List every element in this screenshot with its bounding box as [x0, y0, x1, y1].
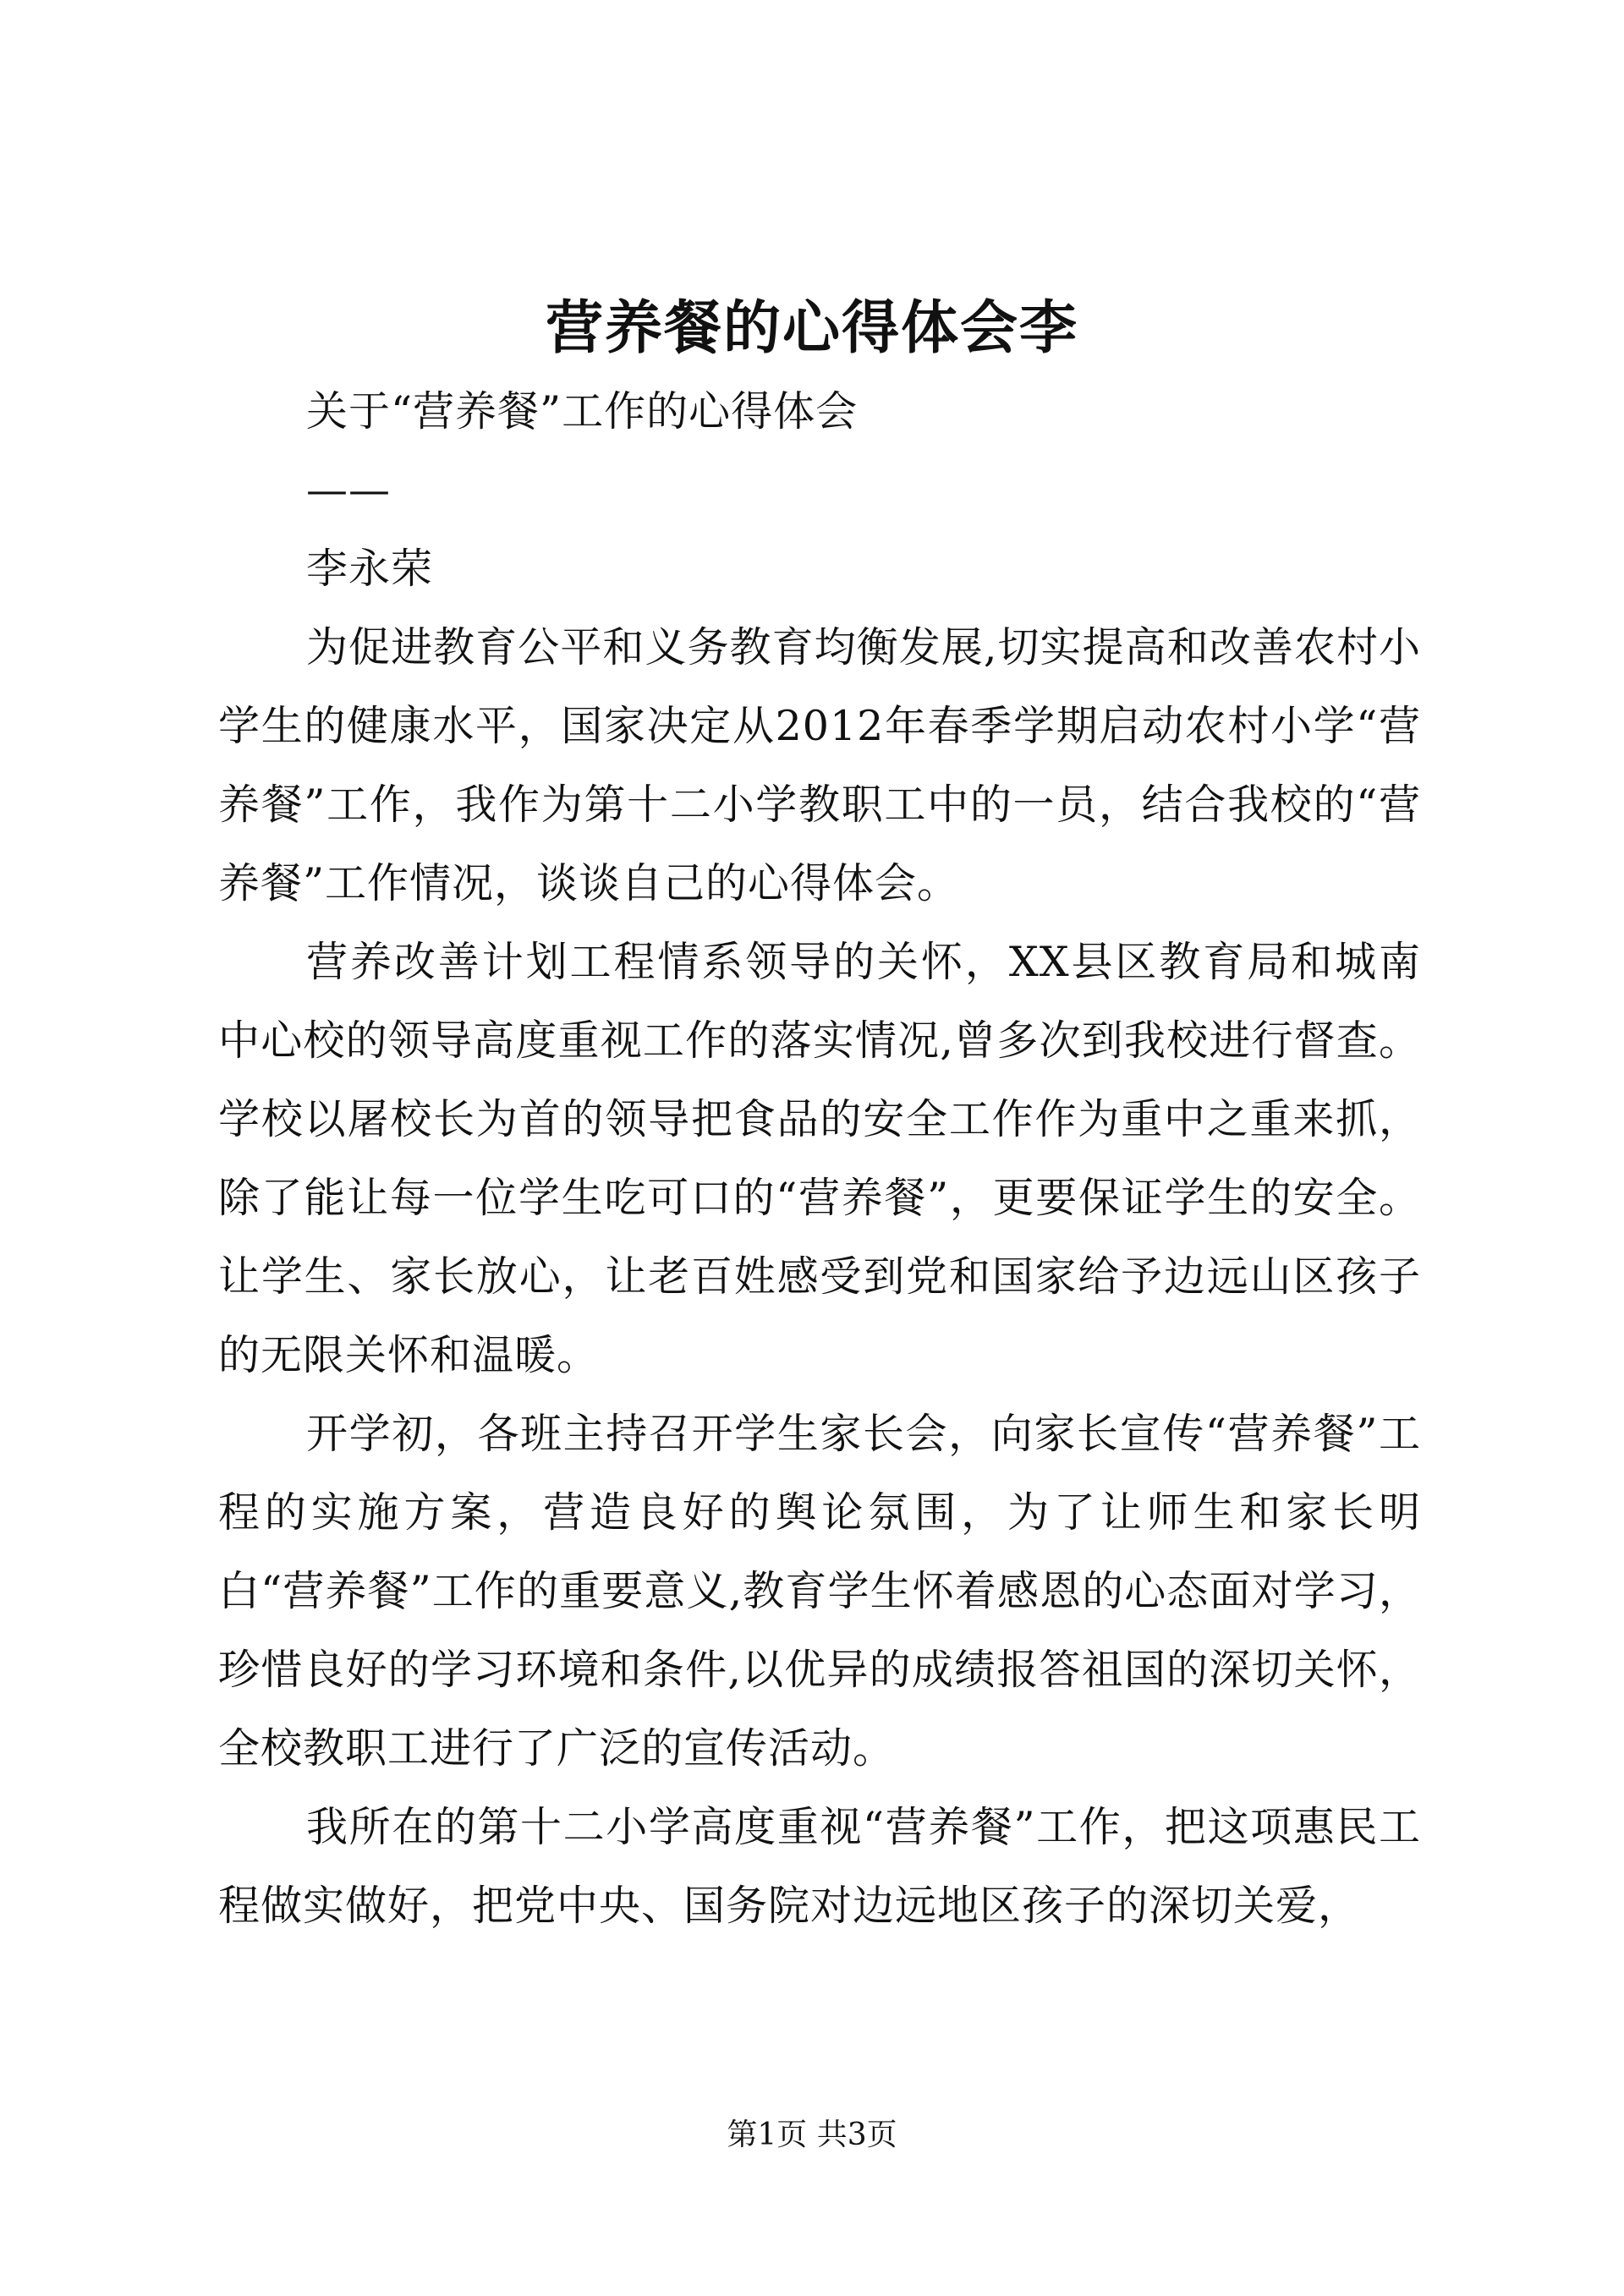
paragraph: 营养改善计划工程情系领导的关怀，XX县区教育局和城南中心校的领导高度重视工作的落实情况,曾多次到我校进行督查。学校以屠校长为首的领导把食品的安全工作作为重中之重来抓，除了能让每一位学生吃可口的“营养餐”，更要保证学生的安全。让学生、家长放心，让老百姓感受到党和国家给予边远山区孩子的无限关怀和温暖。: [218, 938, 1421, 1379]
paragraph: 开学初，各班主持召开学生家长会，向家长宣传“营养餐”工程的实施方案，营造良好的舆论氛围，为了让师生和家长明白“营养餐”工作的重要意义,教育学生怀着感恩的心态面对学习，珍惜良好的学习环境和条件,以优异的成绩报答祖国的深切关怀，全校教职工进行了广泛的宣传活动。: [218, 1410, 1421, 1773]
document-body: [218, 372, 1421, 1945]
paragraph: 为促进教育公平和义务教育均衡发展,切实提高和改善农村小学生的健康水平，国家决定从2012年春季学期启动农村小学“营养餐”工作，我作为第十二小学教职工中的一员，结合我校的“营养餐”工作情况，谈谈自己的心得体会。: [218, 623, 1421, 907]
page-number: 第1页 共3页: [727, 2118, 897, 2152]
document-title: 营养餐的心得体会李: [545, 294, 1078, 362]
subtitle: 关于“营养餐”工作的心得体会: [306, 387, 859, 436]
author-name: 李永荣: [306, 545, 434, 593]
dash-line: ——: [306, 466, 391, 514]
paragraph: 我所在的第十二小学高度重视“营养餐”工作，把这项惠民工程做实做好，把党中央、国务院对边远地区孩子的深切关爱，: [218, 1803, 1421, 1930]
